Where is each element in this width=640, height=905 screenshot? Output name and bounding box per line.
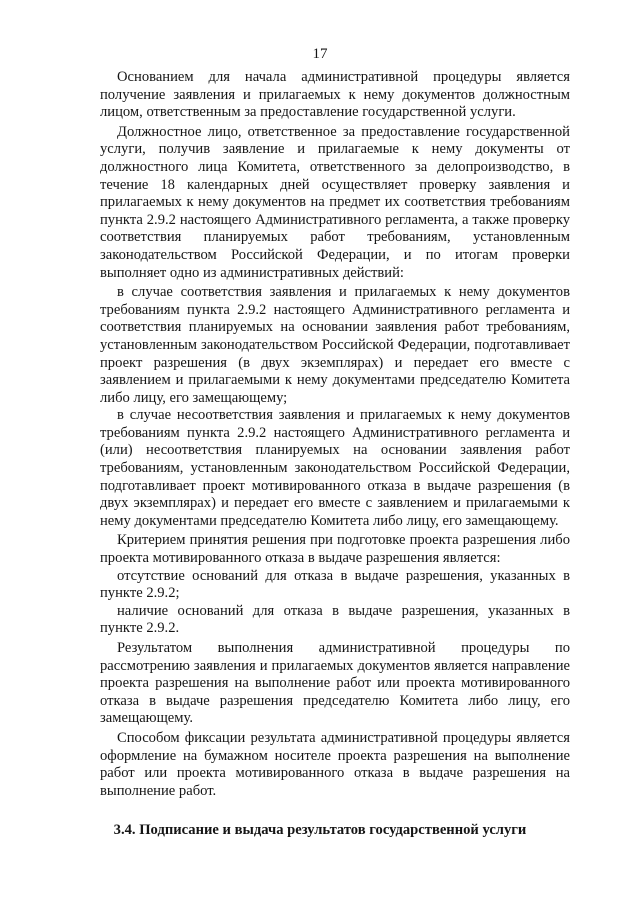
paragraph-noncompliance-case: в случае несоответствия заявления и прилагаемых к нему документов требованиям пункта 2.9.2 настоящего Административного регламента и (или) несоответствия планируемых на основании заявления работ требованиям, установленным законодательством Российской Федерации, подготавливает проект мотивированного отказа в выдаче разрешения (в двух экземплярах) и передает его вместе с заявлением и прилагаемыми к нему документами председателю Комитета либо лицу, его замещающему. xyxy=(100,407,570,529)
page-number: 17 xyxy=(312,46,328,62)
paragraph-official-review: Должностное лицо, ответственное за предоставление государственной услуги, получив заявление и прилагаемые к нему документы от должностного лица Комитета, ответственного за делопроизводство, в течение 18 календарных дней осуществляет проверку заявления и прилагаемых к нему документов на предмет их соответствия требованиям пункта 2.9.2 настоящего Административного регламента, а также проверку соответствия планируемых работ требованиям, установленным законодательством Российской Федерации, и по итогам проверки выполняет одно из административных действий: xyxy=(100,123,570,281)
paragraph-no-grounds: отсутствие оснований для отказа в выдаче разрешения, указанных в пункте 2.9.2; xyxy=(100,567,570,602)
document-body xyxy=(100,69,570,800)
paragraph-fixation-method: Способом фиксации результата административной процедуры является оформление на бумажном носителе проекта разрешения на выполнение работ или проекта мотивированного отказа в выдаче разрешения на выполнение работ. xyxy=(100,729,570,799)
paragraph-decision-criterion: Критерием принятия решения при подготовке проекта разрешения либо проекта мотивированного отказа в выдаче разрешения является: xyxy=(100,532,570,567)
paragraph-compliance-case: в случае соответствия заявления и прилагаемых к нему документов требованиям пункта 2.9.2 настоящего Административного регламента и соответствия планируемых на основании заявления работ требованиям, установленным законодательством Российской Федерации, подготавливает проект разрешения (в двух экземплярах) и передает его вместе с заявлением и прилагаемыми к нему документами председателю Комитета либо лицу, его замещающему; xyxy=(100,284,570,406)
paragraph-result: Результатом выполнения административной процедуры по рассмотрению заявления и прилагаемых документов является направление проекта разрешения на выполнение работ или проекта мотивированного отказа в выдаче разрешения председателю Комитета либо лицу, его замещающему. xyxy=(100,640,570,727)
section-heading: 3.4. Подписание и выдача результатов государственной услуги xyxy=(113,822,527,838)
paragraph-grounds: наличие оснований для отказа в выдаче разрешения, указанных в пункте 2.9.2. xyxy=(100,602,570,637)
paragraph-basis: Основанием для начала административной процедуры является получение заявления и прилагаемых к нему документов должностным лицом, ответственным за предоставление государственной услуги. xyxy=(100,69,570,121)
